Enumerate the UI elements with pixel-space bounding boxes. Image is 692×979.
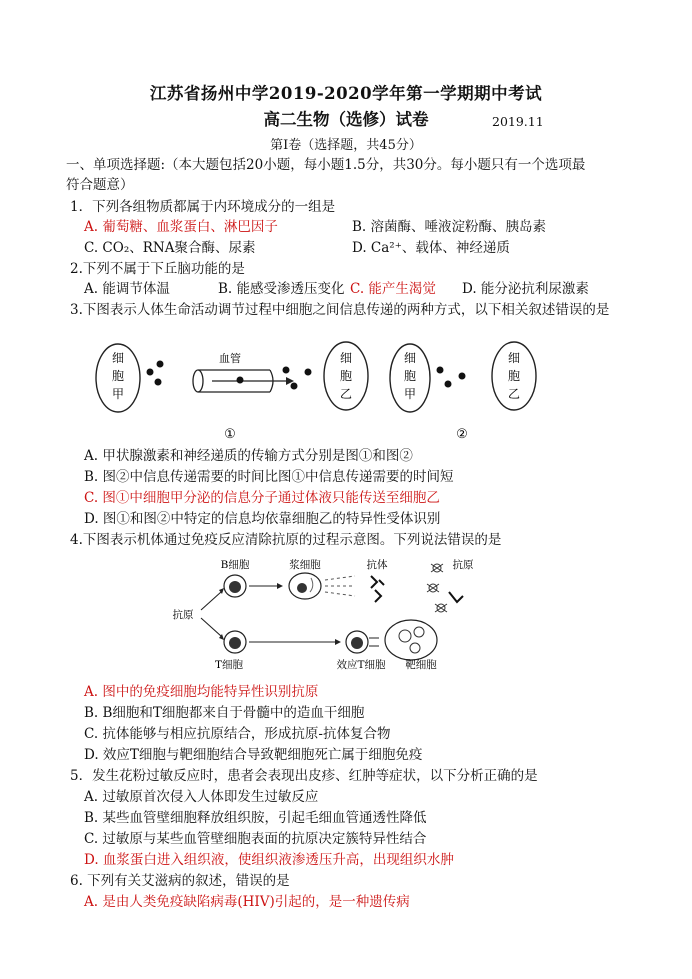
q5-option-a: A. 过敏原首次侵入人体即发生过敏反应 bbox=[84, 789, 319, 805]
q3-option-d: D. 图①和图②中特定的信息均依靠细胞乙的特异性受体识别 bbox=[84, 511, 441, 527]
section-heading: 第Ⅰ卷（选择题，共45分） bbox=[270, 138, 422, 153]
signal-molecule bbox=[155, 379, 162, 386]
q3-cell-yi-1-label: 细 bbox=[339, 351, 353, 365]
q3-cell-yi-1-label: 乙 bbox=[339, 387, 353, 401]
q4-b-cell-label: B细胞 bbox=[220, 559, 250, 571]
q3-cell-jia-2-label: 细 bbox=[403, 351, 417, 365]
signal-molecule bbox=[445, 381, 452, 388]
signal-molecule bbox=[291, 383, 298, 390]
signal-molecule bbox=[437, 367, 444, 374]
q5-stem: 5．发生花粉过敏反应时，患者会表现出皮疹、红肿等症状，以下分析正确的是 bbox=[70, 768, 538, 784]
q4-option-d: D. 效应T细胞与靶细胞结合导致靶细胞死亡属于细胞免疫 bbox=[84, 747, 423, 763]
q2-option-a: A. 能调节体温 bbox=[84, 281, 170, 297]
q4-option-c: C. 抗体能够与相应抗原结合，形成抗原-抗体复合物 bbox=[84, 726, 391, 742]
q4-antibody-label: 抗体 bbox=[366, 559, 388, 571]
q3-cell-jia-2-label: 胞 bbox=[403, 369, 417, 383]
q3-figure-label-1: ① bbox=[224, 427, 236, 442]
q3-option-b: B. 图②中信息传递需要的时间比图①中信息传递需要的时间短 bbox=[84, 469, 454, 485]
q3-cell-yi-1-label: 胞 bbox=[339, 369, 353, 383]
q3-cell-yi-2-label: 乙 bbox=[507, 387, 521, 401]
instructions-line-1: 一、单项选择题:（本大题包括20小题，每小题1.5分，共30分。每小题只有一个选项最 bbox=[66, 157, 586, 173]
q3-cell-yi-2-label: 细 bbox=[507, 351, 521, 365]
q4-antigen-right-label: 抗原 bbox=[452, 559, 474, 571]
blood-vessel bbox=[193, 370, 294, 392]
q3-figure-label-2: ② bbox=[456, 427, 468, 442]
q2-stem: 2.下列不属于下丘脑功能的是 bbox=[70, 261, 245, 277]
q4-immune-figure bbox=[165, 552, 495, 676]
q5-option-c: C. 过敏原与某些血管壁细胞表面的抗原决定簇特异性结合 bbox=[84, 831, 427, 847]
exam-title: 江苏省扬州中学2019-2020学年第一学期期中考试 bbox=[149, 84, 543, 103]
q2-option-b: B. 能感受渗透压变化 bbox=[218, 281, 345, 297]
q4-plasma-cell-label: 浆细胞 bbox=[289, 559, 321, 571]
q2-option-d: D. 能分泌抗利尿激素 bbox=[462, 281, 589, 297]
q3-cell-yi-2-label: 胞 bbox=[507, 369, 521, 383]
q3-option-a: A. 甲状腺激素和神经递质的传输方式分别是图①和图② bbox=[84, 448, 413, 464]
q4-option-a: A. 图中的免疫细胞均能特异性识别抗原 bbox=[84, 684, 319, 700]
q6-option-a: A. 是由人类免疫缺陷病毒(HIV)引起的，是一种遗传病 bbox=[84, 894, 410, 910]
q3-stem: 3.下图表示人体生命活动调节过程中细胞之间信息传递的两种方式，以下相关叙述错误的是 bbox=[70, 302, 610, 318]
q4-t-cell-label: T细胞 bbox=[214, 659, 244, 671]
signal-molecule bbox=[237, 377, 244, 384]
signal-molecule bbox=[283, 367, 290, 374]
q3-cell-jia-2-label: 甲 bbox=[403, 387, 417, 401]
signal-molecule bbox=[459, 373, 466, 380]
signal-molecule bbox=[157, 361, 164, 368]
q2-option-c: C. 能产生渴觉 bbox=[350, 281, 436, 297]
q4-stem: 4.下图表示机体通过免疫反应清除抗原的过程示意图。下列说法错误的是 bbox=[70, 532, 502, 548]
q3-signaling-figure bbox=[90, 340, 570, 448]
q3-option-c: C. 图①中细胞甲分泌的信息分子通过体液只能传送至细胞乙 bbox=[84, 490, 440, 506]
q4-antigen-left-label: 抗原 bbox=[172, 609, 194, 621]
q1-option-d: D. Ca²⁺、载体、神经递质 bbox=[352, 240, 510, 256]
target-cell bbox=[385, 620, 437, 660]
exam-date: 2019.11 bbox=[492, 114, 544, 129]
instructions-line-2: 符合题意） bbox=[66, 177, 134, 193]
q5-option-b: B. 某些血管壁细胞释放组织胺，引起毛细血管通透性降低 bbox=[84, 810, 427, 826]
antigen-virus bbox=[427, 564, 463, 612]
q3-vessel-label: 血管 bbox=[219, 352, 241, 365]
q1-stem: 1．下列各组物质都属于内环境成分的一组是 bbox=[70, 199, 336, 215]
q3-cell-jia-1-label: 胞 bbox=[111, 369, 125, 383]
q6-stem: 6. 下列有关艾滋病的叙述，错误的是 bbox=[70, 873, 290, 889]
q1-option-b: B. 溶菌酶、唾液淀粉酶、胰岛素 bbox=[352, 219, 547, 235]
q4-option-b: B. B细胞和T细胞都来自于骨髓中的造血干细胞 bbox=[84, 705, 365, 721]
q4-target-cell-label: 靶细胞 bbox=[405, 659, 437, 671]
q4-effector-t-label: 效应T细胞 bbox=[336, 659, 386, 671]
signal-molecule bbox=[305, 369, 312, 376]
q1-option-c: C. CO₂、RNA聚合酶、尿素 bbox=[84, 240, 256, 256]
q3-cell-jia-1-label: 甲 bbox=[111, 387, 125, 401]
signal-molecule bbox=[147, 369, 154, 376]
q5-option-d: D. 血浆蛋白进入组织液，使组织液渗透压升高，出现组织水肿 bbox=[84, 852, 454, 868]
q3-cell-jia-1-label: 细 bbox=[111, 351, 125, 365]
antibody bbox=[371, 576, 384, 602]
exam-subtitle: 高二生物（选修）试卷 bbox=[263, 110, 429, 129]
q1-option-a: A. 葡萄糖、血浆蛋白、淋巴因子 bbox=[84, 219, 278, 235]
